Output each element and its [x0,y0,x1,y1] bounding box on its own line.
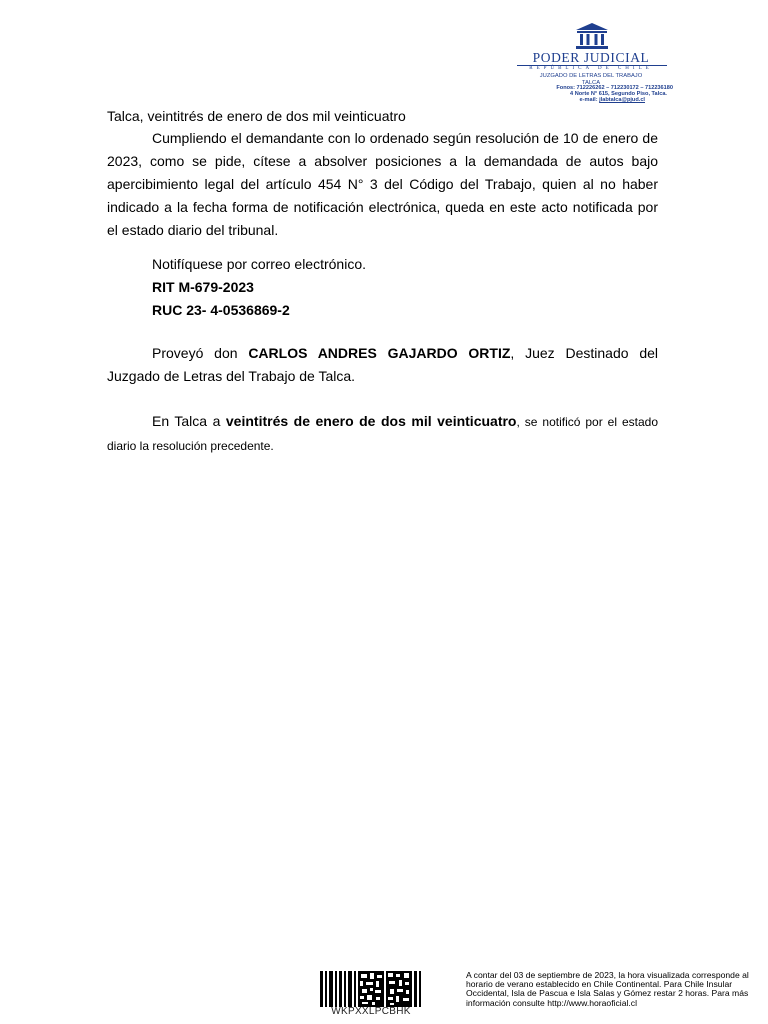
notify-line: Notifíquese por correo electrónico. [152,256,366,272]
letterhead-address: 4 Norte N° 615, Segundo Piso, Talca. [570,91,667,97]
notified-prefix: En Talca a [152,413,221,429]
email-link[interactable]: jlabtalca@pjud.cl [599,97,645,103]
courthouse-icon [572,22,612,50]
email-label: e-mail: [579,97,598,103]
letterhead [505,22,677,106]
letterhead-court: JUZGADO DE LETRAS DEL TRABAJO [539,73,643,79]
resolution-text: Cumpliendo el demandante con lo ordenado según resolución de 10 de enero de 2023, como se pide, cítese a absolver posiciones a la demandada de autos bajo apercibimiento legal del artículo 454 N° 3 del Código del Trabajo, quien al no haber indicado a la fecha forma de notificación electrónica, queda en este acto notificada por el estado diario del tribunal. [107,130,658,238]
letterhead-title: PODER JUDICIAL [532,50,650,65]
letterhead-city: TALCA [581,80,601,86]
verification-code: WKPXXLPCBHK [331,1006,411,1017]
letterhead-email [580,97,645,103]
verification-code-icon [320,971,422,1007]
letterhead-subtitle: REPÚBLICA DE CHILE [529,66,653,71]
verification-block [320,971,422,1017]
letterhead-phones: Fonos: 712226262 – 712230172 – 712236180 [556,85,673,91]
ruc-number: RUC 23- 4-0536869-2 [152,302,290,318]
judge-name: CARLOS ANDRES GAJARDO ORTIZ [248,345,511,361]
notification-paragraph [107,410,658,458]
notified-date: veintitrés de enero de dos mil veinticuatro [225,413,517,429]
provided-prefix: Proveyó don [152,345,238,361]
provided-suffix: , Juez Destinado del Juzgado de Letras del Trabajo de Talca. [107,345,658,384]
resolution-body [107,127,658,242]
provided-by-paragraph [107,342,658,388]
time-zone-note: A contar del 03 de septiembre de 2023, la hora visualizada corresponde al horario de verano establecido en Chile Continental. Para Chile Insular Occidental, Isla de Pascua e Isla Salas y Gómez restar 2 horas. Para más información consulte http://www.horaoficial.cl [466,970,749,1008]
notified-suffix: , se notificó por el estado diario la resolución precedente. [107,415,659,453]
rit-number: RIT M-679-2023 [152,279,254,295]
date-line: Talca, veintitrés de enero de dos mil veinticuatro [107,108,406,124]
